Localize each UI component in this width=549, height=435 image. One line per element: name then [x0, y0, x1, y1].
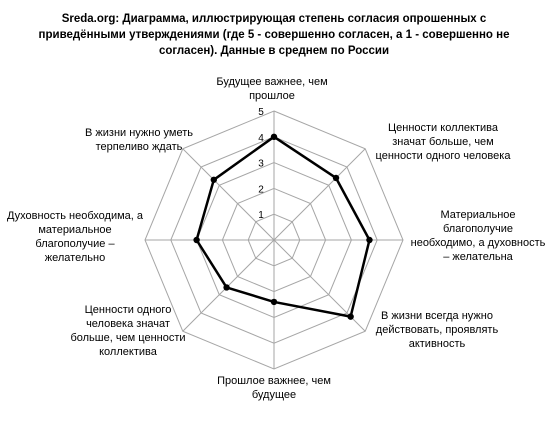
category-label	[216, 76, 327, 102]
category-label	[411, 209, 546, 263]
category-label-line: благополучие –	[35, 238, 115, 250]
category-label	[217, 375, 331, 401]
category-label-line: будущее	[251, 389, 297, 401]
category-label-line: В жизни всегда нужно	[381, 310, 493, 322]
chart-title-line: согласен). Данные в среднем по России	[158, 45, 390, 57]
data-point	[366, 237, 372, 243]
series-line	[197, 137, 370, 317]
category-label	[85, 127, 193, 153]
category-label-line: желательно	[44, 252, 106, 264]
data-point	[333, 175, 339, 181]
category-label-line: Духовность необходима, а	[6, 210, 144, 222]
data-point	[347, 313, 353, 319]
category-label	[376, 122, 512, 162]
category-label-line: материальное	[38, 224, 112, 236]
category-label-line: Ценности коллектива	[388, 122, 498, 134]
tick-label-4: 4	[258, 132, 264, 144]
data-point	[193, 237, 199, 243]
category-label-line: Ценности одного	[84, 304, 172, 316]
category-label-line: больше, чем ценности	[70, 332, 186, 344]
category-label-line: значат больше, чем	[392, 136, 494, 148]
category-labels	[7, 76, 546, 401]
category-label-line: необходимо, а духовность	[410, 237, 546, 249]
category-label	[70, 304, 185, 358]
category-label-line: – желательна	[443, 251, 513, 263]
tick-label-1: 1	[258, 210, 264, 222]
data-point	[223, 284, 229, 290]
radar-spokes	[145, 111, 403, 369]
chart-title	[39, 13, 510, 57]
tick-label-2: 2	[258, 184, 264, 196]
category-label-line: коллектива	[99, 346, 157, 358]
category-label-line: В жизни нужно уметь	[85, 127, 193, 139]
category-label-line: ценности одного человека	[375, 150, 511, 162]
category-label-line: Будущее важнее, чем	[216, 76, 328, 88]
category-label	[376, 310, 499, 350]
category-label-line: Прошлое важнее, чем	[217, 375, 331, 387]
data-point	[211, 177, 217, 183]
category-label-line: прошлое	[249, 90, 295, 102]
category-label-line: человека значат	[86, 318, 170, 330]
data-point	[271, 299, 277, 305]
data-point	[271, 134, 277, 140]
category-label-line: Материальное	[440, 209, 516, 221]
category-label-line: благополучие	[443, 223, 513, 235]
tick-label-5: 5	[258, 107, 264, 118]
tick-label-3: 3	[258, 158, 264, 170]
category-label-line: терпеливо ждать	[95, 141, 183, 153]
category-label-line: активность	[408, 338, 466, 350]
chart-title-line: приведёнными утверждениями (где 5 - совершенно согласен, а 1 - совершенно не	[38, 29, 510, 41]
category-label	[7, 210, 144, 264]
chart-title-line: Sreda.org: Диаграмма, иллюстрирующая степень согласия опрошенных с	[61, 13, 487, 25]
category-label-line: действовать, проявлять	[375, 324, 499, 336]
radial-tick-labels	[258, 107, 264, 221]
